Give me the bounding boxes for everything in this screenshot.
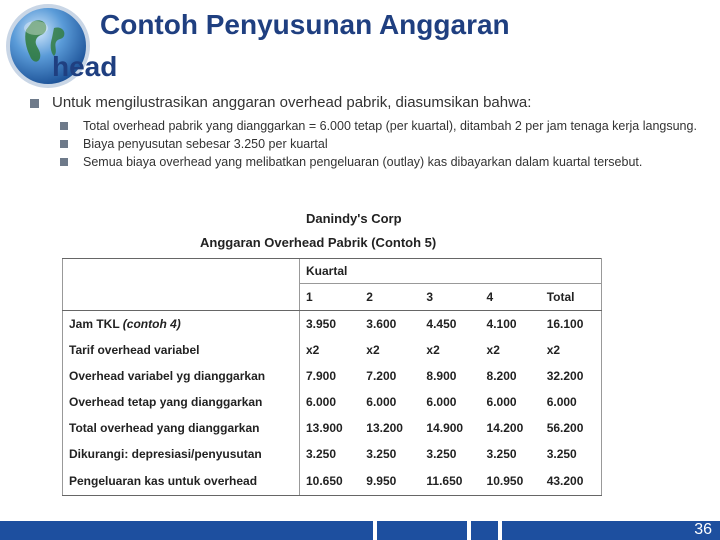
main-bullet-text: Untuk mengilustrasikan anggaran overhead pabrik, diasumsikan bahwa: (52, 94, 532, 111)
table-cell: x2 (486, 343, 500, 357)
row-label (63, 337, 300, 363)
sub-bullet-text: Semua biaya overhead yang melibatkan pengeluaran (outlay) kas dibayarkan dalam kuartal tersebut. (83, 155, 643, 169)
table-row (63, 467, 602, 496)
table-cell: 6.000 (426, 395, 457, 409)
title-line-2: head (52, 51, 118, 82)
column-header: 2 (360, 284, 420, 311)
footer-divider (373, 521, 377, 540)
table-cell: 13.900 (300, 415, 361, 441)
column-header: Total (541, 284, 602, 311)
page-title (52, 4, 692, 88)
table-cell: 3.250 (366, 447, 397, 461)
row-label-text: Overhead variabel yg dianggarkan (69, 369, 266, 383)
square-bullet-icon (60, 140, 68, 148)
table-cell: x2 (300, 337, 361, 363)
table-row (63, 415, 602, 441)
row-label (63, 441, 300, 467)
table-cell: 4.450 (426, 317, 457, 331)
row-label (63, 363, 300, 389)
square-bullet-icon (60, 122, 68, 130)
main-bullet (30, 94, 700, 112)
table-cell: 3.950 (300, 311, 361, 338)
table-header-row (63, 259, 602, 284)
table-cell: 32.200 (541, 363, 602, 389)
table-cell: 43.200 (541, 467, 602, 496)
square-bullet-icon (30, 99, 39, 108)
table-row (63, 311, 602, 338)
table-cell: 6.000 (300, 389, 361, 415)
table-cell: 8.200 (486, 369, 517, 383)
row-label-text: Overhead tetap yang dianggarkan (69, 395, 263, 409)
table-row (63, 337, 602, 363)
table-row (63, 441, 602, 467)
table-cell: 3.250 (541, 441, 602, 467)
table-row (63, 389, 602, 415)
footer-divider (467, 521, 471, 540)
table-cell: x2 (541, 337, 602, 363)
overhead-budget-table (62, 258, 602, 496)
table-heading (60, 211, 602, 251)
table-cell: 4.100 (486, 317, 517, 331)
table-cell: 6.000 (366, 395, 397, 409)
table-cell: 3.600 (366, 317, 397, 331)
column-header: 3 (420, 284, 480, 311)
table-cell: 6.000 (541, 389, 602, 415)
table-cell: 11.650 (420, 467, 480, 496)
table-cell: 16.100 (541, 311, 602, 338)
company-name: Danindy's Corp (306, 211, 402, 226)
table-cell: 13.200 (366, 421, 403, 435)
kuartal-header: Kuartal (300, 259, 602, 284)
sub-bullet-text: Total overhead pabrik yang dianggarkan = 6.000 tetap (per kuartal), ditambah 2 per jam tenaga kerja langsung. (83, 119, 697, 133)
table-cell: 10.650 (300, 467, 361, 496)
column-header: 4 (481, 284, 541, 311)
row-label-text: Tarif overhead variabel (69, 343, 200, 357)
table-cell: 14.900 (426, 421, 464, 435)
table-cell: 14.200 (486, 421, 524, 435)
sub-bullet (60, 154, 700, 170)
table-cell: 8.900 (426, 369, 457, 383)
table-cell: x2 (366, 343, 380, 357)
bullet-list (30, 94, 700, 172)
row-label (63, 389, 300, 415)
table-cell: 9.950 (360, 467, 420, 496)
row-label-text: Total overhead yang dianggarkan (69, 421, 260, 435)
row-label-note: (contoh 4) (122, 317, 181, 331)
table-cell: 3.250 (300, 441, 361, 467)
row-label-text: Jam TKL (69, 317, 123, 331)
square-bullet-icon (60, 158, 68, 166)
table-row (63, 363, 602, 389)
table-cell: 6.000 (486, 395, 517, 409)
row-label (63, 311, 300, 338)
page-number: 36 (694, 521, 712, 538)
title-line-1: Contoh Penyusunan Anggaran (100, 9, 510, 40)
row-label-text: Pengeluaran kas untuk overhead (69, 474, 258, 488)
table-cell: 7.200 (366, 369, 397, 383)
table-cell: 3.250 (486, 447, 517, 461)
row-label-text: Dikurangi: depresiasi/penyusutan (69, 447, 262, 461)
column-header: 1 (300, 284, 361, 311)
table-cell: 3.250 (426, 447, 457, 461)
sub-bullet (60, 136, 700, 152)
footer-divider (498, 521, 502, 540)
table-column-header-row (63, 284, 602, 311)
table-cell: 7.900 (300, 363, 361, 389)
table-body (63, 311, 602, 496)
table-cell: 56.200 (541, 415, 602, 441)
footer-bar (0, 521, 720, 540)
sub-bullet-text: Biaya penyusutan sebesar 3.250 per kuartal (83, 137, 328, 151)
sub-bullet (60, 118, 700, 134)
row-label (63, 467, 300, 496)
table-cell: 10.950 (481, 467, 541, 496)
table-cell: x2 (426, 343, 440, 357)
table-subtitle: Anggaran Overhead Pabrik (Contoh 5) (200, 235, 437, 250)
row-label (63, 415, 300, 441)
